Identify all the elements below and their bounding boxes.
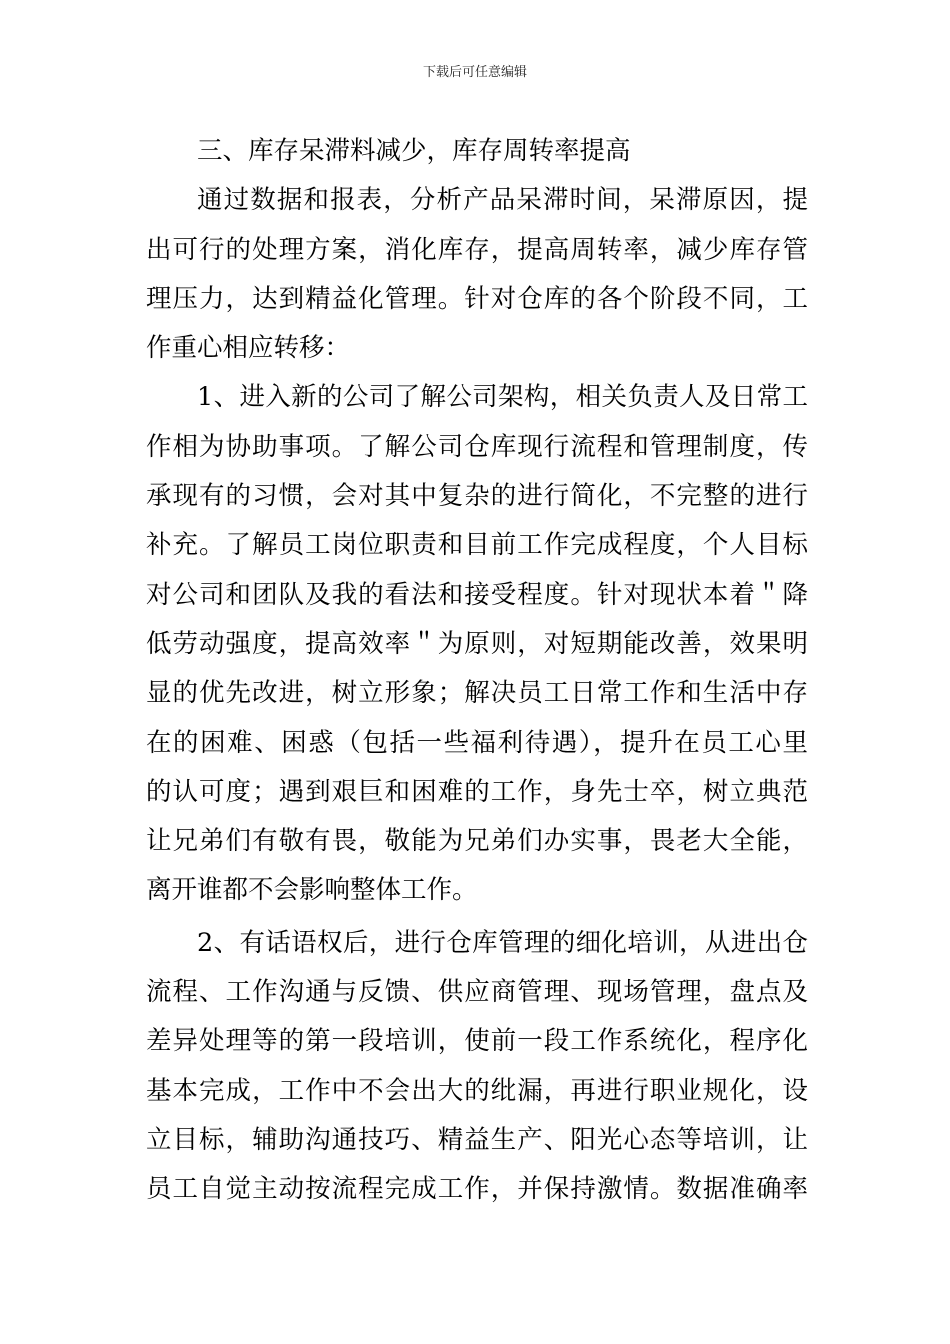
- paragraph-1: [146, 176, 808, 373]
- text-line: 理压力，达到精益化管理。针对仓库的各个阶段不同，工: [146, 283, 808, 314]
- text-line: 低劳动强度，提高效率＂为原则，对短期能改善，效果明: [146, 628, 808, 659]
- text-line: 1、进入新的公司了解公司架构，相关负责人及日常工: [197, 382, 808, 413]
- text-line: 流程、工作沟通与反馈、供应商管理、现场管理，盘点及: [146, 977, 808, 1008]
- text-line: 的认可度；遇到艰巨和困难的工作，身先士卒，树立典范: [146, 776, 808, 807]
- text-line: 补充。了解员工岗位职责和目前工作完成程度，个人目标: [146, 530, 808, 561]
- text-line: 离开谁都不会影响整体工作。: [146, 875, 478, 906]
- paragraph-3: [146, 919, 808, 1215]
- section-title: 三、库存呆滞料减少，库存周转率提高: [197, 136, 631, 166]
- text-line: 立目标，辅助沟通技巧、精益生产、阳光心态等培训，让: [146, 1124, 808, 1155]
- text-line: 员工自觉主动按流程完成工作，并保持激情。数据准确率: [146, 1174, 808, 1205]
- text-line: 出可行的处理方案，消化库存，提高周转率，减少库存管: [146, 234, 808, 265]
- text-line: 2、有话语权后，进行仓库管理的细化培训，从进出仓: [197, 927, 808, 958]
- text-line: 通过数据和报表，分析产品呆滞时间，呆滞原因，提: [197, 185, 808, 216]
- text-line: 承现有的习惯，会对其中复杂的进行简化，不完整的进行: [146, 481, 808, 512]
- text-line: 基本完成，工作中不会出大的纰漏，再进行职业规化，设: [146, 1075, 808, 1106]
- text-line: 显的优先改进，树立形象；解决员工日常工作和生活中存: [146, 678, 808, 709]
- text-line: 让兄弟们有敬有畏，敬能为兄弟们办实事，畏老大全能，: [146, 826, 808, 857]
- paragraph-2: [146, 373, 808, 915]
- text-line: 差异处理等的第一段培训，使前一段工作系统化，程序化: [146, 1026, 808, 1057]
- text-line: 作重心相应转移：: [146, 333, 351, 364]
- text-line: 对公司和团队及我的看法和接受程度。针对现状本着＂降: [146, 579, 808, 610]
- document-body: [146, 127, 808, 1215]
- text-line: 作相为协助事项。了解公司仓库现行流程和管理制度，传: [146, 431, 808, 462]
- page-header: 下载后可任意编辑: [422, 65, 527, 80]
- text-line: 在的困难、困惑（包括一些福利待遇），提升在员工心里: [146, 727, 808, 758]
